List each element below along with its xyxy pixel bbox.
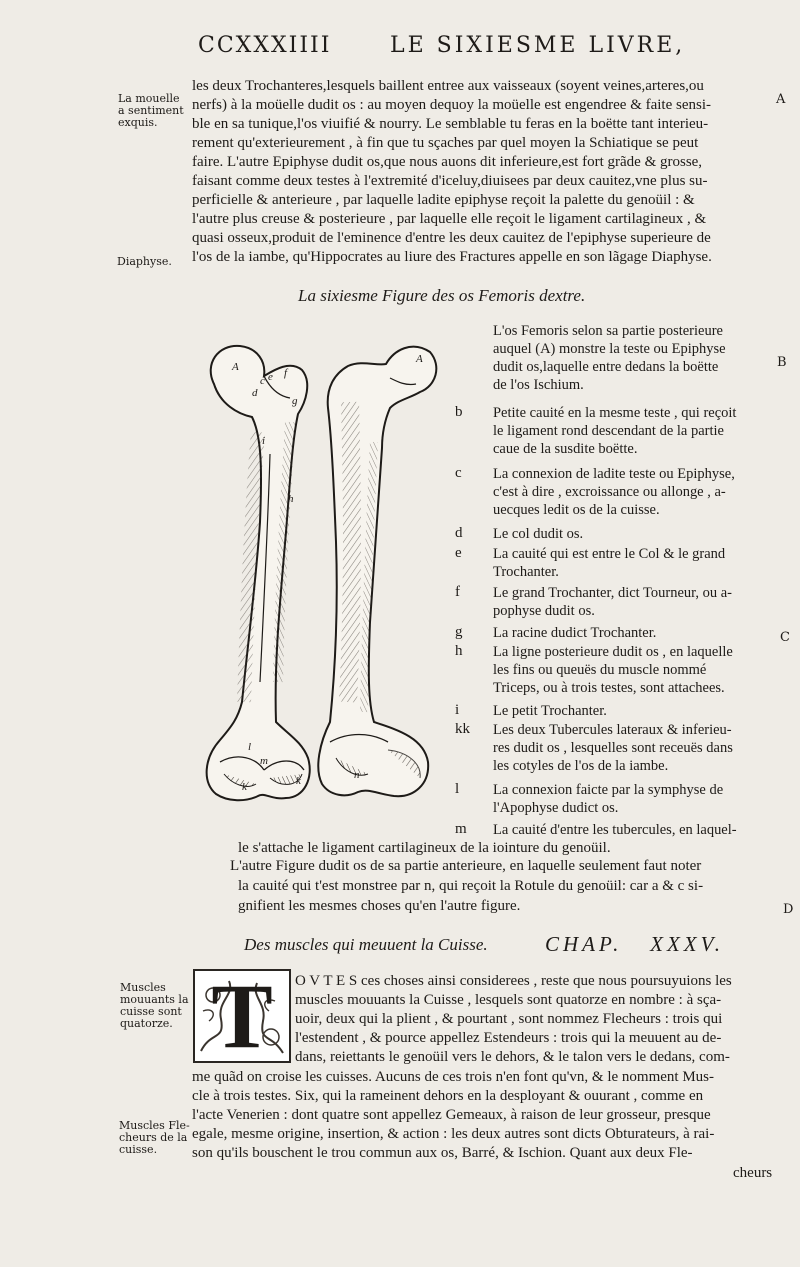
chapter-title: Des muscles qui meuuent la Cuisse. xyxy=(244,935,488,954)
chapter-line: muscles mouuants la Cuisse , lesquels sont quatorze en nombre : à sça- xyxy=(295,992,722,1008)
intro-line: quasi osseux,produit de l'eminence d'entre les deux cauitez de l'epiphyse superieure de xyxy=(192,230,711,246)
margin-note-muscles-count: Muscles mouuants la cuisse sont quatorze. xyxy=(120,981,189,1030)
margin-note-mouelle: La mouelle a sentiment exquis. xyxy=(118,92,184,129)
fig-label-c: c xyxy=(260,375,265,387)
figure-caption: La sixiesme Figure des os Femoris dextre. xyxy=(298,286,586,305)
fig-label-i: i xyxy=(262,435,266,447)
fig-label-e: e xyxy=(268,371,273,383)
intro-line: l'os de la iambe, qu'Hippocrates au liure des Fractures appelle en son lãgage Diaphyse. xyxy=(192,249,712,265)
after-legend-line: L'autre Figure dudit os de sa partie anterieure, en laquelle seulement faut noter xyxy=(230,858,702,874)
fig-label-g: g xyxy=(292,395,298,407)
legend-text: La ligne posterieure dudit os , en laquelle les fins ou queuës du muscle nommé Triceps, ou à trois testes, sont attachees. xyxy=(493,644,733,696)
intro-line: ble en sa tunique,l'os viuifié & nourry. Le semblable tu feras en la boëtte tant interieu- xyxy=(192,116,709,132)
intro-line: rement qu'exterieurement , à fin que tu sçaches par quel moyen la Schiatique se peut xyxy=(192,135,699,151)
fig-label-f: f xyxy=(284,367,288,379)
fig-label-n: n xyxy=(354,769,360,781)
intro-line: perficielle & anterieure , par laquelle ladite epiphyse reçoit la palette du genoüil : & xyxy=(192,192,695,208)
catchword: cheurs xyxy=(733,1165,773,1181)
legend-text: L'os Femoris selon sa partie posterieure auquel (A) monstre la teste ou Epiphyse dudit os,laquelle entre dedans la boëtte de l'os Ischium. xyxy=(493,323,726,393)
legend-letter: d xyxy=(455,525,463,541)
fig-label-d: d xyxy=(252,387,258,399)
chapter-line: l'acte Venerien : dont quatre sont appellez Gemeaux, à raison de leur grosseur, presque xyxy=(192,1107,711,1123)
femur-illustration xyxy=(198,322,448,822)
edge-letter-c: C xyxy=(780,630,790,645)
fig-label-a-anterior: A xyxy=(416,353,423,365)
legend-letter: e xyxy=(455,545,462,561)
intro-line: faire. L'autre Epiphyse dudit os,que nous auons dit inferieure,est fort grãde & grosse, xyxy=(192,154,703,170)
chapter-line: cle à trois testes. Six, qui la rameinent dehors en la desployant & ouurant , comme en xyxy=(192,1088,704,1104)
after-legend-line: le s'attache le ligament cartilagineux de la iointure du genoüil. xyxy=(238,840,611,856)
legend-text: Le grand Trochanter, dict Tourneur, ou a- pophyse dudit os. xyxy=(493,585,732,619)
intro-line: l'autre plus creuse & posterieure , par laquelle elle reçoit le ligament cartilagineux , & xyxy=(192,211,707,227)
intro-line: les deux Trochanteres,lesquels baillent entree aux vaisseaux (soyent veines,arteres,ou xyxy=(192,78,704,94)
legend-letter: m xyxy=(455,821,467,837)
margin-note-flecheurs: Muscles Fle- cheurs de la cuisse. xyxy=(119,1119,190,1156)
legend-letter: kk xyxy=(455,721,470,737)
fig-label-l: l xyxy=(248,741,252,753)
chapter-label: CHAP. XXXV. xyxy=(545,932,724,956)
chapter-line: me quãd on croise les cuisses. Aucuns de ces trois n'en font qu'vn, & le nomment Mus- xyxy=(192,1069,714,1085)
legend-letter: i xyxy=(455,702,460,718)
margin-note-diaphyse: Diaphyse. xyxy=(117,255,172,268)
page-number: CCXXXIIII xyxy=(198,33,332,58)
chapter-line: dans, reiettants le genoüil vers le dehors, & le talon vers le dedans, com- xyxy=(295,1049,730,1065)
chapter-line: O V T E S ces choses ainsi considerees , reste que nous poursuyuions les xyxy=(295,973,732,989)
fig-label-a: A xyxy=(232,361,239,373)
legend-letter: c xyxy=(455,465,462,481)
femur-posterior-view xyxy=(207,346,310,800)
legend-text: La cauité d'entre les tubercules, en laquel- xyxy=(493,822,737,838)
page-header xyxy=(0,33,800,65)
drop-cap xyxy=(193,969,291,1063)
fig-label-k: k xyxy=(242,781,247,793)
legend-letter: l xyxy=(455,781,460,797)
chapter-line: l'estendent , & pource appellez Estendeurs : trois qui la meuuent au de- xyxy=(295,1030,722,1046)
legend-letter: b xyxy=(455,404,463,420)
fig-label-h: h xyxy=(288,493,294,505)
fig-label-m: m xyxy=(260,755,268,767)
legend-text: Les deux Tubercules lateraux & inferieu- res dudit os , lesquelles sont receuës dans les cotyles de l'os de la iambe. xyxy=(493,722,733,774)
femur-anterior-view xyxy=(318,347,436,797)
intro-line: faisant comme deux testes à l'extremité d'iceluy,diuisees par deux cauitez,vne plus su- xyxy=(192,173,708,189)
intro-line: nerfs) à la moüelle dudit os : au moyen dequoy la moüelle est engendree & faite sensi- xyxy=(192,97,712,113)
legend-text: Le col dudit os. xyxy=(493,526,584,542)
legend-letter: h xyxy=(455,643,463,659)
legend-text: La racine dudict Trochanter. xyxy=(493,625,657,641)
fig-label-k: k xyxy=(296,775,301,787)
edge-letter-b: B xyxy=(777,355,787,370)
chapter-line: egale, mesme origine, insertion, & action : les deux autres sont dicts Obturateurs, à rai- xyxy=(192,1126,715,1142)
legend-letter: f xyxy=(455,584,460,600)
legend-text: Petite cauité en la mesme teste , qui reçoit le ligament rond descendant de la partie caue de la susdite boëtte. xyxy=(493,405,737,457)
chapter-line: son qu'ils bouschent le trou commun aux os, Barré, & Ischion. Quant aux deux Fle- xyxy=(192,1145,693,1161)
after-legend-line: la cauité qui t'est monstree par n, qui reçoit la Rotule du genoüil: car a & c si- xyxy=(238,878,704,894)
running-title: LE SIXIESME LIVRE, xyxy=(390,33,686,58)
drop-cap-letter: T xyxy=(211,969,273,1063)
edge-letter-d: D xyxy=(783,902,794,917)
legend-text: La cauité qui est entre le Col & le grand Trochanter. xyxy=(493,546,726,580)
legend-text: Le petit Trochanter. xyxy=(493,703,607,719)
legend-letter: g xyxy=(455,624,463,640)
chapter-line: uoir, deux qui la plient , & pourtant , sont nommez Flecheurs : trois qui xyxy=(295,1011,723,1027)
legend-text: La connexion de ladite teste ou Epiphyse, c'est à dire , excroissance ou allonge , a- uecques ledit os de la cuisse. xyxy=(493,466,735,518)
edge-letter-a: A xyxy=(776,92,786,107)
legend-text: La connexion faicte par la symphyse de l'Apophyse dudict os. xyxy=(493,782,724,816)
after-legend-line: gnifient les mesmes choses qu'en l'autre figure. xyxy=(238,898,521,914)
